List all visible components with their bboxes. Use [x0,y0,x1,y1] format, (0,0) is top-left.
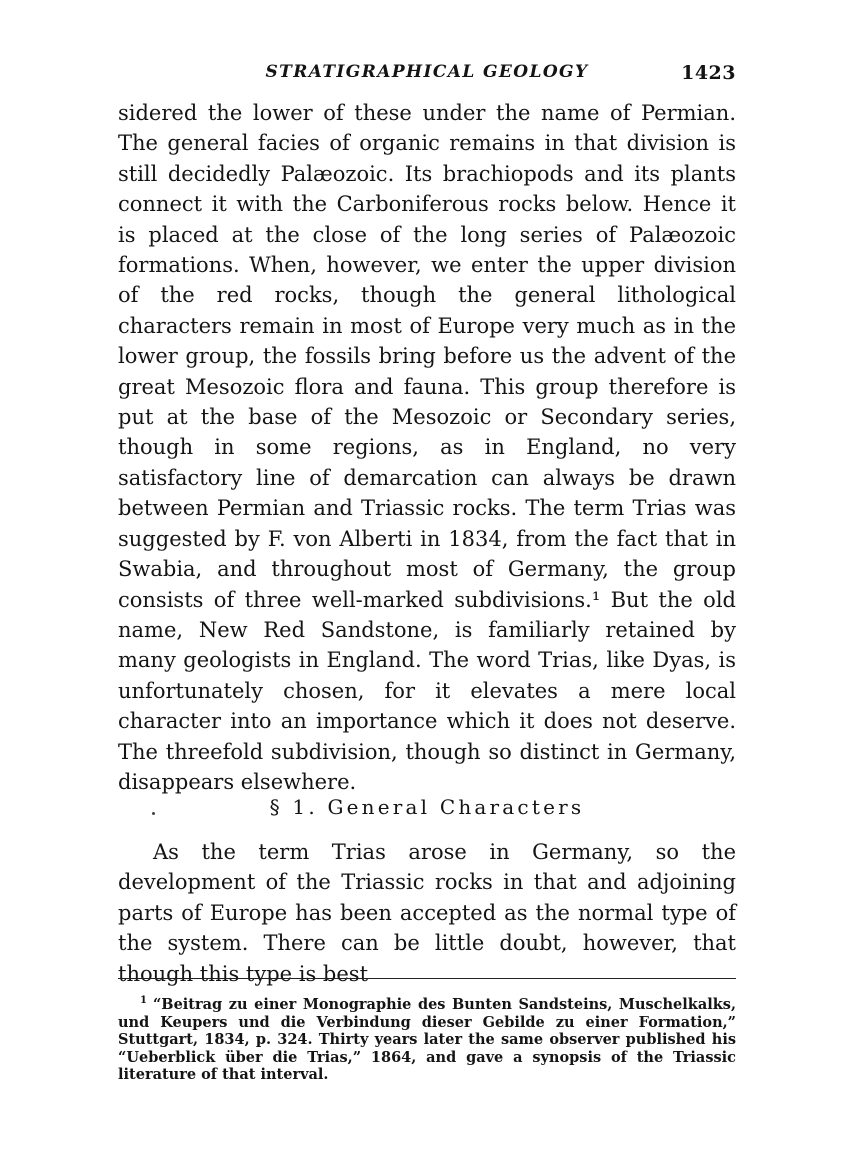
footnote [118,996,736,1084]
footnote-divider [118,978,736,979]
section-paragraph: As the term Trias arose in Germany, so the development of the Triassic rocks in that and adjoining parts of Europe has been accepted as the normal type of the system. There can be little doubt, however, that though this type is best [118,840,736,986]
section-heading: § 1. General Characters [269,795,585,819]
footnote-text: “Beitrag zu einer Monographie des Bunten Sandsteins, Muschelkalks, und Keupers und die Verbindung dieser Gebilde zu einer Formation,” Stuttgart, 1834, p. 324. Thirty years later the same observer published his “Ueberblick über die Trias,” 1864, and gave a synopsis of the Triassic literature of that interval. [118,996,736,1083]
page-header [118,56,736,92]
body-paragraph: sidered the lower of these under the name of Permian. The general facies of organic remains in that division is still decidedly Palæozoic. Its brachiopods and its plants connect it with the Carboniferous rocks below. Hence it is placed at the close of the long series of Palæozoic formations. When, however, we enter the upper division of the red rocks, though the general lithological characters remain in most of Europe very much as in the lower group, the fossils bring before us the advent of the great Mesozoic flora and fauna. This group therefore is put at the base of the Mesozoic or Secondary series, though in some regions, as in England, no very satisfactory line of demarcation can always be drawn between Permian and Triassic rocks. The term Trias was suggested by F. von Alberti in 1834, from the fact that in Swabia, and throughout most of Germany, the group consists of three well-marked subdivisions.¹ But the old name, New Red Sandstone, is familiarly retained by many geologists in England. The word Trias, like Dyas, is unfortunately chosen, for it elevates a mere local character into an importance which it does not deserve. The threefold subdivision, though so distinct in Germany, disappears elsewhere. [118,101,736,794]
running-title: STRATIGRAPHICAL GEOLOGY [265,62,589,82]
section-body [118,837,736,989]
footnote-marker: 1 [140,995,147,1007]
body-text [118,98,736,797]
page-number: 1423 [681,62,736,84]
